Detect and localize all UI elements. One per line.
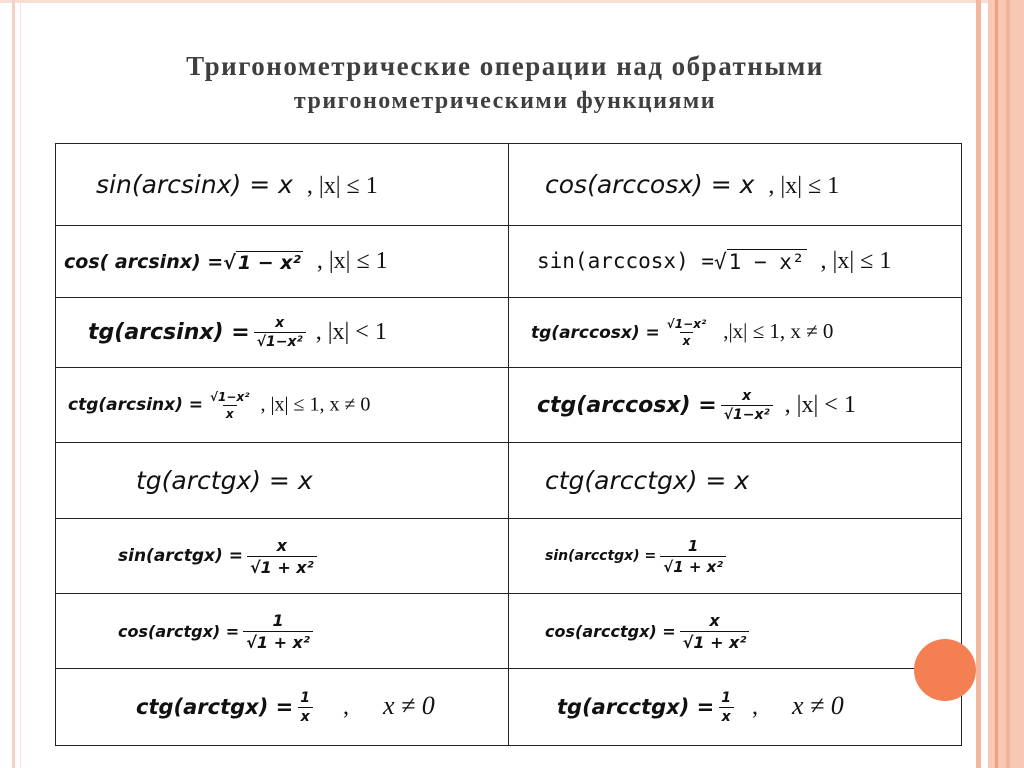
- formula-condition: x ≠ 0: [791, 691, 844, 720]
- radical-sign: √: [714, 249, 727, 274]
- formula-condition: , |x| ≤ 1: [820, 248, 892, 274]
- formula-condition: , |x| < 1: [784, 391, 856, 418]
- fraction: [664, 317, 709, 348]
- formula-cell: [56, 298, 509, 368]
- formula-cell: [509, 669, 962, 746]
- fraction-denominator: x: [223, 405, 237, 421]
- formula-cell: [509, 144, 962, 226]
- table-row: [56, 519, 962, 594]
- sqrt-expression: [223, 251, 303, 274]
- formula-cell: [509, 519, 962, 594]
- formula-lhs: ctg(arcsinx) =: [68, 395, 204, 415]
- fraction-numerator: 1: [300, 689, 310, 706]
- formula-cos-arctg: [118, 611, 317, 652]
- formula-lhs: ctg(arctgx) =: [136, 695, 294, 719]
- fraction: [721, 388, 773, 423]
- formula-cell: [56, 594, 509, 669]
- fraction-numerator: x: [709, 610, 720, 630]
- formula-cos-arcctg: [545, 611, 753, 652]
- fraction-denominator: √1 + x²: [660, 556, 726, 576]
- formula-cell: [56, 669, 509, 746]
- fraction: [680, 611, 750, 652]
- fraction-numerator: x: [742, 387, 752, 404]
- fraction-denominator: √1 + x²: [247, 556, 317, 577]
- fraction-numerator: 1: [687, 536, 699, 555]
- fraction-denominator: √1−x²: [254, 332, 306, 350]
- formula-sin-arcsin: sin(arcsinx) = x: [96, 169, 293, 199]
- formula-ctg-arcctg: ctg(arcctgx) = x: [545, 466, 750, 495]
- fraction: [254, 315, 306, 350]
- radicand: 1 + x²: [260, 557, 314, 577]
- fraction: [207, 390, 252, 421]
- radicand: 1−x²: [218, 389, 250, 404]
- formula-lhs: tg(arcctgx) =: [557, 695, 715, 719]
- fraction: [718, 690, 734, 725]
- formula-ctg-arccos: [537, 388, 777, 423]
- radicand: 1 − x²: [728, 249, 805, 274]
- formula-tg-arctg: tg(arctgx) = x: [136, 466, 313, 495]
- formula-cell: [509, 594, 962, 669]
- formula-cell: [509, 368, 962, 443]
- formula-condition: , |x| ≤ 1: [306, 172, 378, 199]
- fraction-numerator: √1−x²: [666, 317, 707, 331]
- table-row: [56, 443, 962, 519]
- fraction: [247, 536, 317, 577]
- formula-ctg-arcsin: [68, 390, 256, 421]
- formula-cell: [56, 144, 509, 226]
- slide-title-line-2: тригонометрическими функциями: [293, 88, 717, 114]
- formula-cell: [509, 443, 962, 519]
- table-row: [56, 226, 962, 298]
- fraction: [243, 611, 313, 652]
- formula-condition: ,|x| ≤ 1, x ≠ 0: [723, 318, 834, 343]
- formula-tg-arccos: [531, 317, 713, 348]
- formula-sin-arcctg: [545, 537, 730, 576]
- formula-lhs: cos( arcsinx) =: [64, 251, 224, 273]
- decorative-orange-circle: [914, 639, 976, 701]
- fraction: [297, 690, 313, 725]
- fraction-denominator: √1 + x²: [680, 631, 750, 652]
- slide-title-line-1: Тригонометрические операции над обратными: [186, 51, 824, 81]
- formula-cell: [56, 368, 509, 443]
- formula-cos-arccos: cos(arccosx) = x: [545, 169, 755, 199]
- table-row: [56, 368, 962, 443]
- formula-lhs: sin(arctgx) =: [118, 546, 243, 566]
- fraction-denominator: x: [298, 707, 313, 725]
- fraction: [660, 537, 726, 576]
- radicand: 1 − x²: [237, 251, 301, 274]
- radicand: 1 + x²: [673, 557, 723, 576]
- formula-condition: , |x| ≤ 1, x ≠ 0: [260, 393, 371, 415]
- fraction-denominator: √1 + x²: [243, 631, 313, 652]
- fraction-denominator: √1−x²: [721, 405, 773, 423]
- radicand: 1−x²: [674, 317, 707, 331]
- formula-lhs: tg(arccosx) =: [531, 322, 660, 343]
- formula-comma: ,: [342, 694, 349, 720]
- fraction-numerator: x: [276, 535, 287, 555]
- formula-sin-arctg: [118, 536, 321, 577]
- formula-cell: [509, 298, 962, 368]
- formula-tg-arcsin: [88, 315, 310, 350]
- formula-condition: , |x| ≤ 1: [316, 248, 388, 274]
- formula-lhs: sin(arcctgx) =: [545, 548, 657, 564]
- fraction-numerator: 1: [721, 689, 731, 706]
- formula-cell: [56, 519, 509, 594]
- radicand: 1−x²: [266, 334, 303, 350]
- sqrt-expression: [714, 249, 807, 274]
- table-row: [56, 298, 962, 368]
- fraction-numerator: √1−x²: [210, 389, 250, 404]
- slide-title: [0, 48, 1010, 118]
- formula-condition: , |x| ≤ 1: [768, 172, 840, 199]
- slide-top-border: [0, 0, 1024, 3]
- radicand: 1−x²: [733, 406, 770, 423]
- fraction-numerator: 1: [272, 610, 284, 630]
- formula-table: [55, 143, 962, 746]
- radicand: 1 + x²: [256, 632, 310, 652]
- formula-cos-arcsin: [64, 251, 303, 274]
- formula-ctg-arctg: [136, 690, 317, 725]
- fraction-denominator: x: [719, 707, 734, 725]
- formula-condition: , |x| < 1: [315, 319, 387, 345]
- table-row: [56, 669, 962, 746]
- formula-tg-arcctg: [557, 690, 738, 725]
- table-row: [56, 144, 962, 226]
- formula-comma: ,: [751, 694, 758, 720]
- formula-cell: [509, 226, 962, 298]
- formula-lhs: sin(arccosx) =: [537, 249, 715, 273]
- formula-lhs: tg(arcsinx) =: [88, 320, 250, 345]
- formula-sin-arccos: [537, 249, 807, 274]
- fraction-numerator: x: [275, 315, 285, 331]
- formula-cell: [56, 443, 509, 519]
- table-row: [56, 594, 962, 669]
- fraction-denominator: x: [680, 332, 694, 348]
- formula-condition: x ≠ 0: [382, 691, 435, 720]
- formula-lhs: ctg(arccosx) =: [537, 392, 717, 418]
- formula-lhs: cos(arcctgx) =: [545, 621, 676, 641]
- formula-lhs: cos(arctgx) =: [118, 621, 240, 641]
- radical-sign: √: [223, 251, 236, 274]
- formula-cell: [56, 226, 509, 298]
- radicand: 1 + x²: [693, 632, 747, 652]
